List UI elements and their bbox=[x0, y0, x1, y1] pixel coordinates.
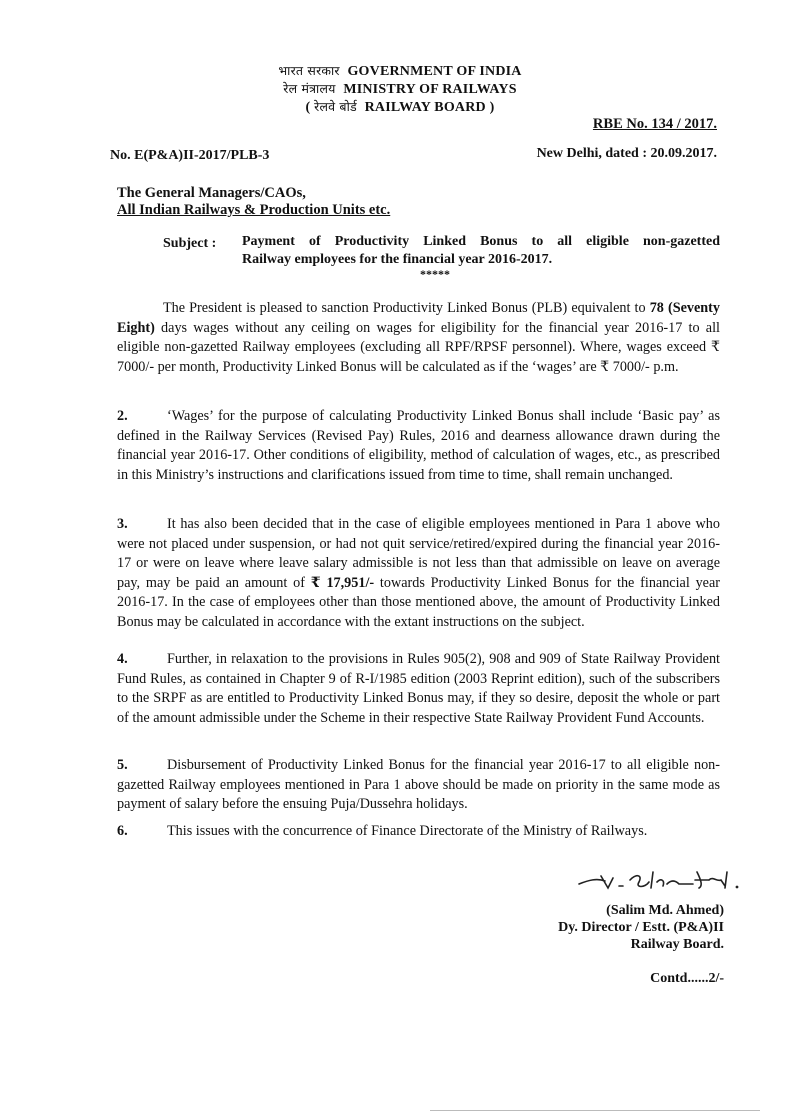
subject-label: Subject : bbox=[163, 236, 217, 251]
paragraph-6-text: This issues with the concurrence of Finance Directorate of the Ministry of Railways. bbox=[167, 823, 648, 839]
paragraph-2-number: 2. bbox=[117, 408, 128, 424]
paragraph-5 bbox=[117, 756, 720, 815]
ministry-hindi: रेल मंत्रालय bbox=[283, 81, 336, 96]
bonus-amount: ₹ 17,951/- bbox=[310, 574, 375, 591]
paragraph-1-text-b: days wages without any ceiling on wages for eligibility for the financial year 2016-17 to all eligible non-gazetted Railway employees (excluding all RPF/RPSF personnel). Where, wages exceed ₹ 7000/- per month, Productivity Linked Bonus will be calculated as if the ‘wages’ are ₹ 7000/- p.m. bbox=[117, 319, 720, 375]
paren-open: ( bbox=[305, 100, 311, 115]
addressee-line-1: The General Managers/CAOs, bbox=[117, 185, 306, 201]
file-number: No. E(P&A)II-2017/PLB-3 bbox=[110, 148, 270, 163]
paragraph-1 bbox=[117, 299, 720, 377]
paragraph-2 bbox=[117, 407, 720, 485]
signatory-name: (Salim Md. Ahmed) bbox=[606, 903, 724, 918]
paragraph-3-text-a: It has also been decided that in the case of eligible employees mentioned in Para 1 above who were not placed under suspension, or had not quit service/retired/expired during the financial year 2016-17 or were on leave where leave salary admissible is not less than that admissible on leave on average pay, may be paid an amount of bbox=[117, 516, 720, 591]
paragraph-3-number: 3. bbox=[117, 516, 128, 532]
subject-line-2: Railway employees for the financial year 2016-2017. bbox=[242, 252, 553, 267]
place-date: New Delhi, dated : 20.09.2017. bbox=[536, 146, 717, 161]
paragraph-6-number: 6. bbox=[117, 823, 128, 839]
letterhead-line-3 bbox=[0, 98, 800, 116]
plb-days: 78 (Seventy Eight) bbox=[117, 300, 720, 336]
paragraph-6 bbox=[117, 822, 720, 842]
addressee-line-2: All Indian Railways & Production Units etc. bbox=[117, 202, 391, 218]
subject-line-1: Payment of Productivity Linked Bonus to all eligible non-gazetted bbox=[242, 234, 720, 249]
letterhead-line-1 bbox=[0, 62, 800, 80]
paragraph-4-number: 4. bbox=[117, 651, 128, 667]
paragraph-3-text-b: towards Productivity Linked Bonus for the financial year 2016-17. In the case of employees other than those mentioned above, the amount of Productivity Linked Bonus may be calculated in accordance with the extant instructions on the subject. bbox=[117, 574, 720, 630]
page-edge-line bbox=[430, 1110, 760, 1111]
ministry-english: MINISTRY OF RAILWAYS bbox=[343, 82, 517, 97]
letterhead-line-2 bbox=[0, 80, 800, 98]
board-english: RAILWAY BOARD bbox=[364, 100, 486, 115]
paren-close: ) bbox=[489, 100, 495, 115]
paragraph-4-text: Further, in relaxation to the provisions in Rules 905(2), 908 and 909 of State Railway Provident Fund Rules, as contained in Chapter 9 of R-I/1985 edition (2003 Reprint edition), such of the subscribers to the SRPF as are entitled to Productivity Linked Bonus may, if they so desire, deposit the whole or part of the amount admissible under the Scheme in their respective State Railway Provident Fund Accounts. bbox=[117, 651, 720, 726]
govt-hindi: भारत सरकार bbox=[278, 63, 340, 78]
paragraph-5-number: 5. bbox=[117, 757, 128, 773]
continued-note: Contd......2/- bbox=[650, 971, 724, 986]
rbe-number: RBE No. 134 / 2017. bbox=[592, 116, 717, 132]
paragraph-4 bbox=[117, 650, 720, 728]
paragraph-1-text-a: The President is pleased to sanction Productivity Linked Bonus (PLB) equivalent to bbox=[163, 300, 650, 316]
govt-english: GOVERNMENT OF INDIA bbox=[347, 64, 522, 79]
paragraph-5-text: Disbursement of Productivity Linked Bonus for the financial year 2016-17 to all eligible non-gazetted Railway employees mentioned in Para 1 above should be made on priority in the same mode as payment of salary before the ensuing Puja/Dussehra holidays. bbox=[117, 757, 720, 812]
paragraph-2-text: ‘Wages’ for the purpose of calculating Productivity Linked Bonus shall include ‘Basic pay’ as defined in the Railway Services (Revised Pay) Rules, 2016 and dearness allowance drawn during the financial year 2016-17. Other conditions of eligibility, method of calculation of wages, etc., as prescribed in this Ministry’s instructions and clarifications issued from time to time, shall remain unchanged. bbox=[117, 408, 720, 483]
board-hindi: रेलवे बोर्ड bbox=[314, 99, 357, 114]
subject-stars: ***** bbox=[420, 267, 450, 281]
signatory-office: Railway Board. bbox=[630, 937, 724, 952]
signature bbox=[575, 866, 745, 896]
paragraph-3 bbox=[117, 515, 720, 632]
signatory-designation: Dy. Director / Estt. (P&A)II bbox=[558, 920, 724, 935]
